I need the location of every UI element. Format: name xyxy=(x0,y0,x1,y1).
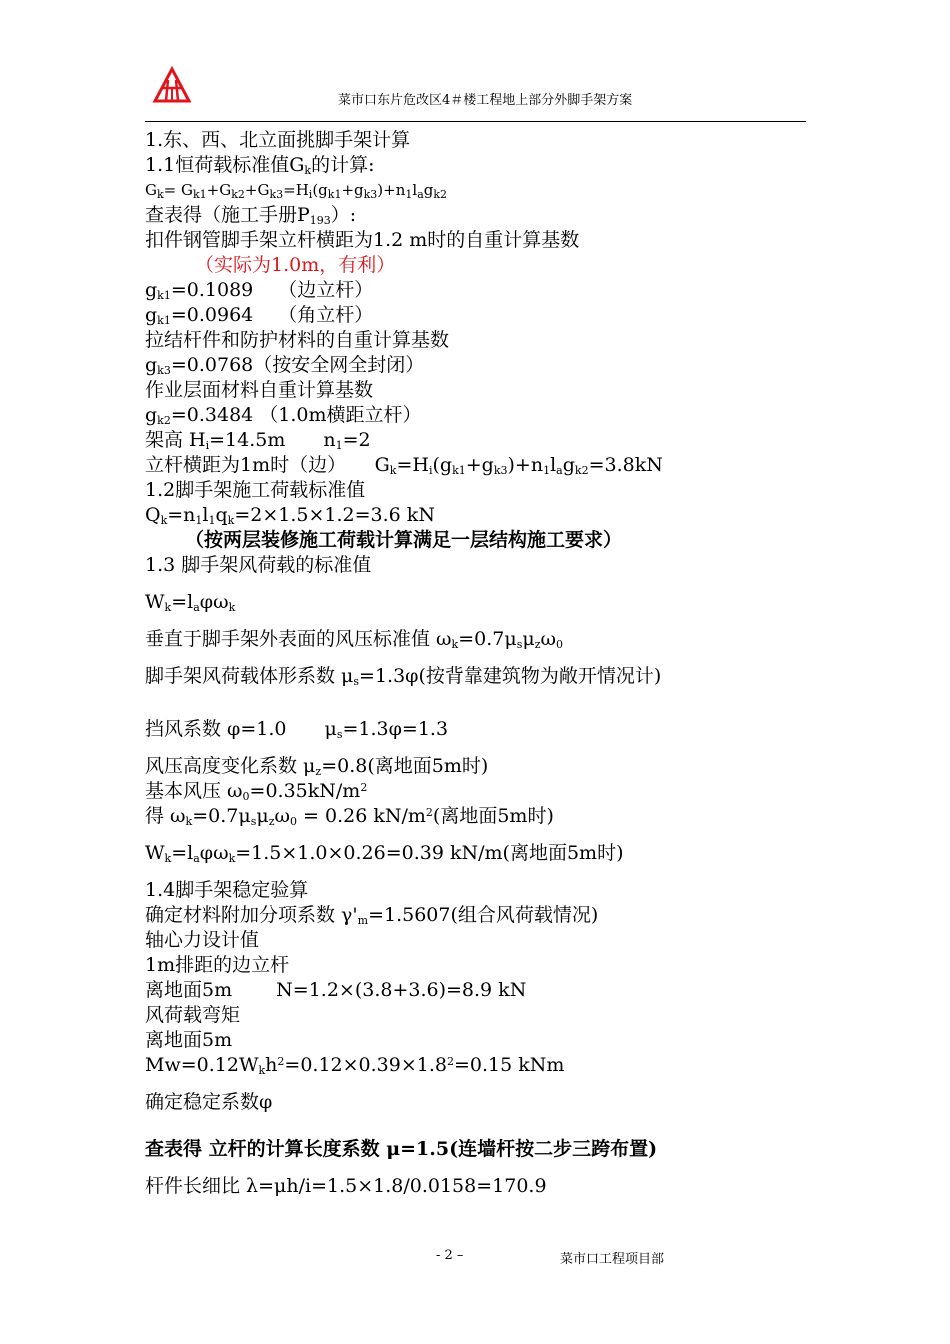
heading-1-2: 1.2脚手架施工荷载标准值 xyxy=(145,479,366,501)
text-line: 杆件长细比 λ=μh/i=1.5×1.8/0.0158=170.9 xyxy=(145,1175,547,1197)
text-line: 作业层面材料自重计算基数 xyxy=(145,379,374,401)
note-bold: （按两层装修施工荷载计算满足一层结构施工要求） xyxy=(185,529,623,551)
text-line: 得 $\omega_k=0.7\mu_s\mu_z\omega_0 = 0.26$ $kN/m^2$(离地面5m时) xyxy=(145,805,554,828)
heading-1-1: 1.1恒荷载标准值$G_k$的计算: xyxy=(145,154,375,177)
text-line: $Q_k=n_1l_1q_k=2\times 1.5\times 1.2=3.6$ kN xyxy=(145,504,435,527)
text-line: 立杆横距为1m时（边） $G_k=H_i(g_{k1}+g_{k3})+n_1l_ag_{k2}=3.8kN$ xyxy=(145,454,663,477)
text-line: 离地面5m N=1.2×(3.8+3.6)=8.9 kN xyxy=(145,979,527,1001)
company-logo xyxy=(152,66,192,106)
text-line: 查表得（施工手册$P_{193}$）: xyxy=(145,204,357,227)
text-line: 风压高度变化系数 $\mu_z=0.8$(离地面5m时) xyxy=(145,755,489,778)
text-line: 1m排距的边立杆 xyxy=(145,954,290,976)
text-line: 确定材料附加分项系数 $\gamma'_m=1.5607$(组合风荷载情况) xyxy=(145,904,599,927)
text-line: 架高 $H_i=14.5m$ $n_1=2$ xyxy=(145,429,371,452)
header-divider xyxy=(145,121,806,122)
heading-1: 1.东、西、北立面挑脚手架计算 xyxy=(145,129,411,151)
note-red: （实际为1.0m，有利） xyxy=(195,254,396,276)
text-line: $Mw=0.12W_kh^2=0.12\times 0.39\times 1.8^2=0.15$ kNm xyxy=(145,1054,565,1077)
text-line: 挡风系数 φ=1.0 $\mu_s=1.3\varphi=1.3$ xyxy=(145,718,449,741)
text-line: 脚手架风荷载体形系数 $\mu_s=1.3\varphi$(按背靠建筑物为敞开情况计) xyxy=(145,665,662,688)
footer-department: 菜市口工程项目部 xyxy=(560,1252,665,1267)
text-line: 风荷载弯矩 xyxy=(145,1004,241,1026)
text-line: 离地面5m xyxy=(145,1029,233,1051)
text-line: 基本风压 $\omega_0=0.35kN/m^2$ xyxy=(145,780,368,803)
text-line: $g_{k1}=0.1089$ （边立杆） xyxy=(145,279,374,302)
formula-gk: $G_k= G_{k1}+G_{k2}+G_{k3}=H_i(g_{k1}+g_{k3})+n_1l_ag_{k2}$ xyxy=(145,181,448,201)
text-line: 轴心力设计值 xyxy=(145,929,260,951)
document-body xyxy=(145,128,805,1199)
text-line: $g_{k3}=0.0768$（按安全网全封闭） xyxy=(145,354,425,377)
heading-1-3: 1.3 脚手架风荷载的标准值 xyxy=(145,554,372,576)
header-title: 菜市口东片危改区4＃楼工程地上部分外脚手架方案 xyxy=(338,93,633,108)
page-number: - 2 – xyxy=(436,1248,464,1263)
text-line: 拉结杆件和防护材料的自重计算基数 xyxy=(145,329,450,351)
text-line: 扣件钢管脚手架立杆横距为1.2 m时的自重计算基数 xyxy=(145,229,580,251)
heading-1-4: 1.4脚手架稳定验算 xyxy=(145,879,309,901)
text-line: $g_{k2}=0.3484$ （1.0m横距立杆） xyxy=(145,404,422,427)
text-line: $g_{k1}=0.0964$ （角立杆） xyxy=(145,304,374,327)
text-line: 垂直于脚手架外表面的风压标准值 $\omega_k=0.7\mu_s\mu_z\omega_0$ xyxy=(145,628,564,651)
text-line: $W_k=l_a\varphi\omega_k=1.5\times 1.0\times 0.26=0.39$ kN/m(离地面5m时) xyxy=(145,842,624,865)
text-line: 确定稳定系数φ xyxy=(145,1091,273,1113)
formula-wk: $W_k=l_a\varphi\omega_k$ xyxy=(145,591,236,614)
text-line: 查表得 立杆的计算长度系数 μ=1.5(连墙杆按二步三跨布置) xyxy=(145,1138,658,1160)
